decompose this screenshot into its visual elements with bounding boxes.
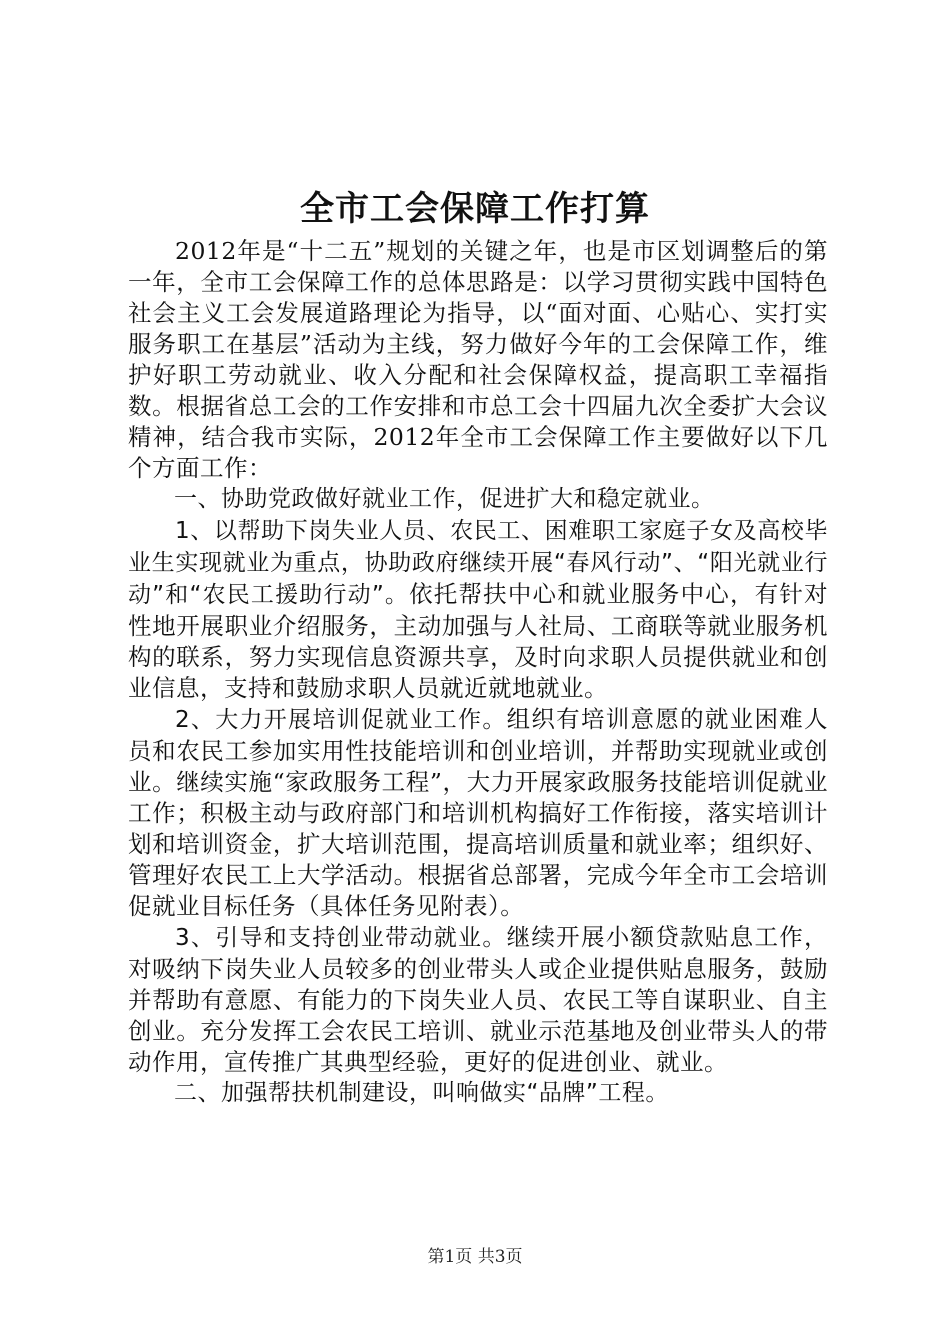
document-body xyxy=(128,236,828,1109)
item-lead-text: 1、以帮助下岗失业人员、农民工、困难职工家庭子女及高校毕业生实现就业为重点，协助政府继续开展“春风行动”、“阳光就业行动”和“农民工援助行动”。 xyxy=(128,518,828,608)
page-number-footer: 第1页 共3页 xyxy=(427,1247,523,1267)
document-title: 全市工会保障工作打算 xyxy=(300,189,650,229)
paragraph-text: 组织有培训意愿的就业困难人员和农民工参加实用性技能培训和创业培训，并帮助实现就业或创业。继续实施“家政服务工程”，大力开展家政服务技能培训促就业工作；积极主动与政府部门和培训机构搞好工作衔接，落实培训计划和培训资金，扩大培训范围，提高培训质量和就业率；组织好、管理好农民工上大学活动。根据省总部署，完成今年全市工会培训促就业目标任务（具体任务见附表）。 xyxy=(128,705,829,920)
section-heading-1 xyxy=(128,484,828,515)
item-paragraph-1 xyxy=(128,515,828,704)
paragraph-text: 依托帮扶中心和就业服务中心，有针对性地开展职业介绍服务，主动加强与人社局、工商联等就业服务机构的联系，努力实现信息资源共享，及时向求职人员提供就业和创业信息，支持和鼓励求职人员就近就地就业。 xyxy=(128,580,829,702)
section-heading-text: 二、加强帮扶机制建设，叫响做实“品牌”工程。 xyxy=(174,1080,669,1106)
paragraph-text: 2012年是“十二五”规划的关键之年，也是市区划调整后的第一年，全市工会保障工作的总体思路是：以学习贯彻实践中国特色社会主义工会发展道路理论为指导，以“面对面、心贴心、实打实服务职工在基层”活动为主线，努力做好今年的工会保障工作，维护好职工劳动就业、收入分配和社会保障权益，提高职工幸福指数。根据省总工会的工作安排和市总工会十四届九次全委扩大会议精神，结合我市实际，2012年全市工会保障工作主要做好以下几个方面工作： xyxy=(128,237,828,482)
paragraph-text: 继续开展小额贷款贴息工作，对吸纳下岗失业人员较多的创业带头人或企业提供贴息服务，鼓励并帮助有意愿、有能力的下岗失业人员、农民工等自谋职业、自主创业。充分发挥工会农民工培训、就业示范基地及创业带头人的带动作用，宣传推广其典型经验，更好的促进创业、就业。 xyxy=(128,923,829,1076)
item-paragraph-2 xyxy=(128,704,828,922)
intro-paragraph xyxy=(128,236,828,484)
section-heading-2 xyxy=(128,1078,828,1109)
item-paragraph-3 xyxy=(128,922,828,1078)
section-heading-text: 一、协助党政做好就业工作，促进扩大和稳定就业。 xyxy=(174,486,715,512)
item-lead-text: 2、大力开展培训促就业工作。 xyxy=(175,707,507,733)
item-lead-text: 3、引导和支持创业带动就业。 xyxy=(175,925,507,951)
